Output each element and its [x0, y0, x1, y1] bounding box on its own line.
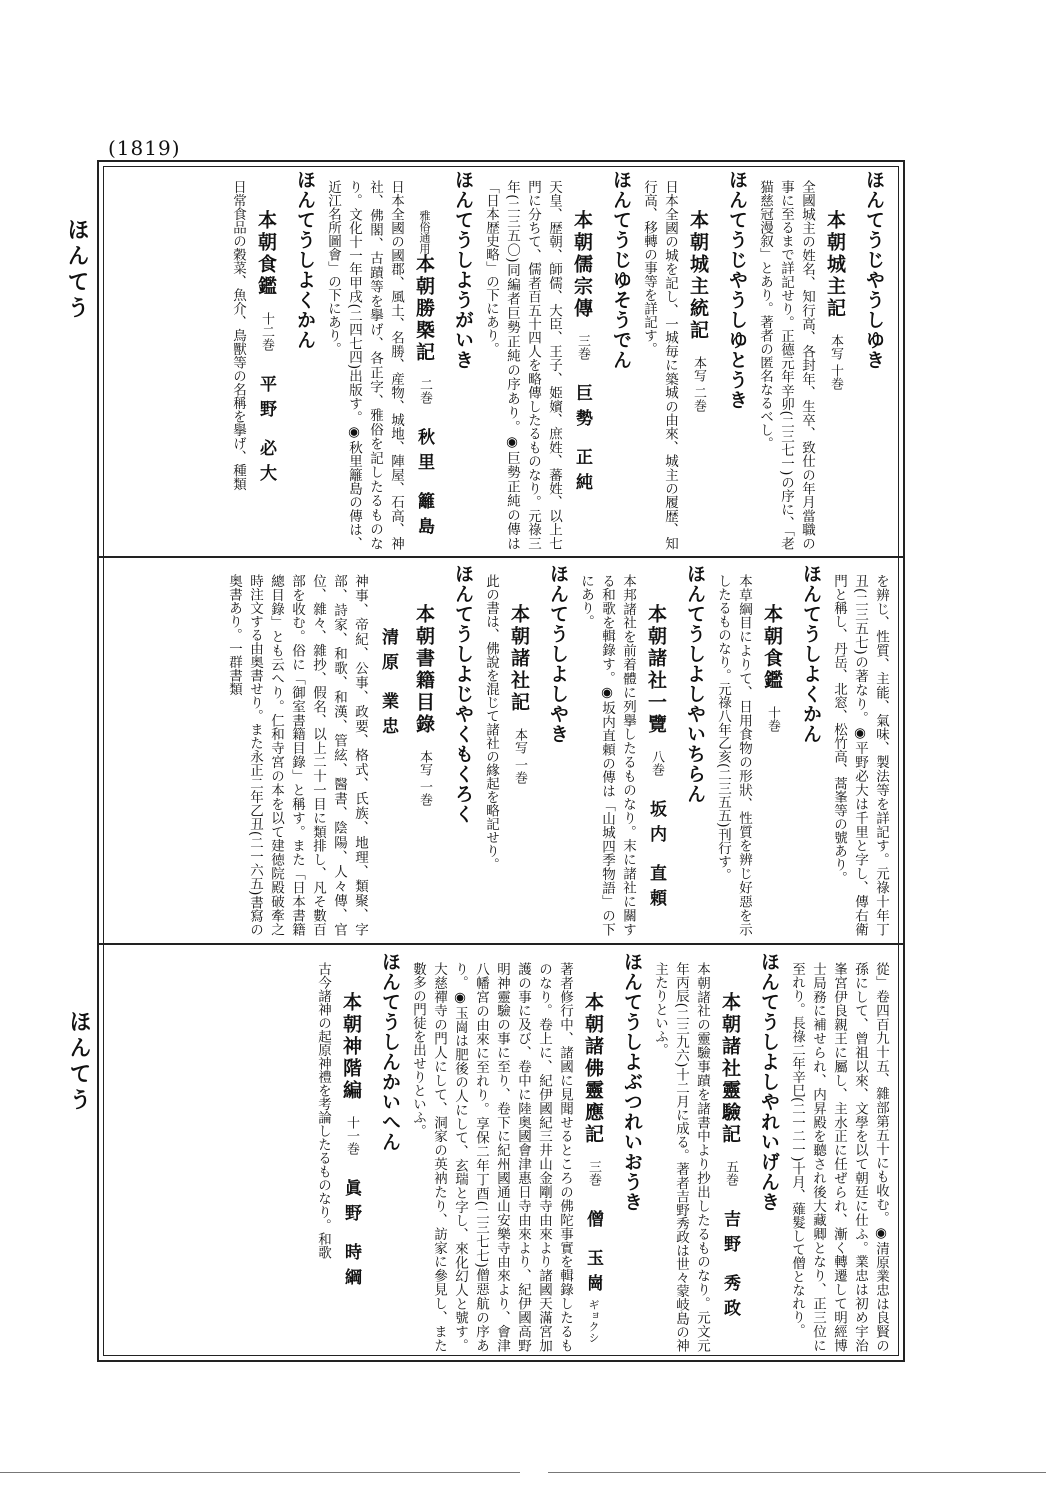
entry-body: 本朝諸社の靈驗事蹟を諸書中より抄出したるものなり。元文元年丙辰(二三九六)十二月に成る。著者吉野秀政は世々蒙岐島の神主たりといふ。 — [652, 962, 710, 1352]
entry-heading: ほんてうしよじやくもくろく — [452, 564, 474, 824]
title-line — [406, 170, 442, 550]
entry-heading: ほんてうじやうしゆき — [863, 170, 885, 370]
entry-body: 從」卷四百九十五、雜部第五十にも收む。◉清原業忠は良賢の孫にして、曾祖以來、文學を以て朝廷に仕ふ。業忠は初め宇治峯宮伊良親王に屬し、主水正に任ぜられ、漸く轉遷して明經博士局務に補せられ、内昇殿を聽され後大藏卿となり、正三位に至れり。長祿二年辛巳(二一二一)十月、薙髮して僧となれり。 — [789, 962, 889, 1352]
text-band-middle — [111, 564, 891, 936]
entry-body: 日常食品の穀菜、魚介、鳥獸等の名稱を擧げ、種類 — [230, 180, 246, 491]
volume-count: 十二巻 — [259, 312, 274, 351]
title-line — [680, 170, 716, 550]
book-title: 本朝城主記 — [824, 210, 846, 320]
entry-heading: ほんてうしよくかん — [294, 170, 316, 350]
dictionary-entry — [480, 170, 638, 550]
title-line — [564, 170, 600, 550]
entry-body: 全國城主の姓名、知行高、各封年、生卒、致仕の年月當職の事に至るまで詳記せり。正德元年辛卯(二三七一)の序に、「老猫慈冠漫叙」とあり。著者の匿名なるべし。 — [757, 180, 815, 550]
book-title: 本朝諸佛靈應記 — [582, 992, 604, 1146]
entry-heading: ほんてうしよくかん — [800, 564, 822, 744]
author-name: 巨勢 正純 — [572, 384, 592, 498]
dictionary-entry — [786, 952, 891, 1352]
entry-body: 日本全國の國郡、風土、名勝、産物、城地、陣屋、石高、神社、佛閣、古蹟等を擧げ、各正字、雅俗を記したるものなり。文化十一年甲戌(二四七四)出版す。◉秋里籬島の傳は、近江名所圖會」の下にあり。 — [325, 180, 404, 550]
entry-heading: ほんてうしよぶつれいおうき — [621, 952, 643, 1212]
title-line — [501, 564, 537, 936]
author-name: 僧 玉崗 — [583, 1210, 603, 1299]
margin-label-bottom: ほんてう — [66, 1010, 92, 1114]
author-name: 坂内 直頼 — [646, 800, 666, 914]
text-band-top — [111, 170, 891, 550]
book-title: 本朝食鑑 — [761, 604, 783, 692]
scan-rule — [548, 1472, 1046, 1473]
volume-count: 本写 十巻 — [828, 334, 843, 391]
band-divider — [99, 556, 903, 558]
band-divider — [99, 943, 903, 945]
author-name: 平野 必大 — [256, 375, 276, 489]
book-title: 本朝諸社靈驗記 — [719, 992, 741, 1146]
volume-count: 十一巻 — [344, 1116, 359, 1155]
entry-body: を辨じ、性質、主能、氣味、製法等を詳記す。元祿十年丁丑(二三五七)の著なり。◉平野必大は千里と字し、傳右衛門と稱し、丹岳、北窓、松竹高、蒿峯等の號あり。 — [831, 574, 889, 936]
author-ruby: ギョクシ — [587, 1298, 600, 1343]
entry-heading: ほんてうしよしやれいげんき — [758, 952, 780, 1212]
dictionary-entry — [754, 170, 891, 550]
volume-count: 五巻 — [723, 1160, 738, 1186]
entry-body: 日本全國の城を記し、一城毎に築城の由來、城主の履歴、知行高、移轉の事等を詳記す。 — [641, 180, 678, 550]
entry-body: 此の書は、佛說を混じて諸社の緣起を略記せり。 — [483, 574, 499, 871]
dictionary-entry — [480, 564, 575, 936]
entry-heading: ほんてうじやうしゆとうき — [726, 170, 748, 410]
title-line — [370, 564, 442, 936]
entry-body: 天皇、歴朝、師儒、大臣、王子、姫嬪、庶姓、蕃姓、以上七門に分ちて、儒者百五十四人を略傳したるものなり。元祿三年(二三五〇)同編者巨勢正純の序あり。◉巨勢正純の傳は「日本歴史略」の下にあり。 — [483, 180, 562, 550]
book-title: 本朝諸社記 — [508, 604, 530, 714]
entry-body: 本邦諸社を前着體に列擧したるものなり。末に諸社に關する和歌を輯錄す。◉坂内直頼の傳は「山城四季物語」の下にあり。 — [578, 574, 636, 936]
title-line — [638, 564, 674, 936]
book-title: 本朝食鑑 — [255, 210, 277, 298]
page-frame — [97, 160, 905, 1362]
entry-heading: ほんてうしよしやいちらん — [684, 564, 706, 804]
entry-heading: ほんてうしよしやき — [547, 564, 569, 744]
dictionary-entry — [649, 952, 786, 1352]
title-line — [575, 952, 611, 1352]
volume-count: 八巻 — [649, 750, 664, 776]
title-line — [712, 952, 748, 1352]
dictionary-entry — [712, 564, 828, 936]
book-title: 本朝城主統記 — [687, 210, 709, 342]
dictionary-entry — [322, 170, 480, 550]
entry-body: 著者修行中、諸國に見聞せるところの佛陀事實を輯錄したるものなり。卷上に、紀伊國紀三井山金剛寺由來より諸國天滿宮加護の事に及び、卷中に陸奥國會津惠日寺由來より、紀伊國高野明神靈驗の事に至り、卷下に紀州國通山安樂寺由來より、會津八幡宮の由來に至れり。享保二年丁酉(二三七七)僧惡航の序あり。◉玉崗は肥後の人にして、玄瑞と字し、來化幻人と號す。大慈禪寺の門人にして、洞家の英衲たり、訪家に參見し、また數多の門徒を出せりといふ。 — [410, 962, 573, 1352]
volume-count: 二巻 — [417, 378, 432, 404]
author-name: 清原 業忠 — [378, 628, 398, 742]
author-name: 眞野 時綱 — [341, 1179, 361, 1293]
dictionary-entry — [407, 952, 649, 1352]
entry-body: 古今諸神の起原神禮を考論したるものなり。和歌 — [315, 962, 331, 1259]
dictionary-entry — [575, 564, 712, 936]
title-alias: 雅俗通用 — [418, 210, 431, 254]
book-title: 本朝勝槩記 — [413, 254, 435, 364]
title-line — [817, 170, 853, 550]
page-number: (1819) — [108, 136, 181, 160]
title-line — [754, 564, 790, 936]
entry-heading: ほんてうしんかいへん — [379, 952, 401, 1152]
margin-label-top: ほんてう — [64, 218, 90, 322]
title-line — [333, 952, 369, 1352]
title-line — [248, 170, 284, 550]
volume-count: 三巻 — [575, 334, 590, 360]
volume-count: 本写 一巻 — [512, 728, 527, 785]
dictionary-entry — [828, 564, 891, 936]
dictionary-entry — [312, 952, 407, 1352]
book-title: 本朝諸社一覽 — [645, 604, 667, 736]
dictionary-entry — [223, 564, 480, 936]
author-name: 秋里 籬島 — [414, 428, 434, 542]
dictionary-entry — [638, 170, 754, 550]
book-title: 本朝書籍目錄 — [413, 604, 435, 736]
entry-body: 神事、帝紀、公事、政要、格式、氏族、地理、類聚、字部、詩家、和歌、和漢、管絃、醫書、陰陽、人々傳、官位、雜々、雜抄、假名、以上二十一目に類排し、凡そ數百部を收む。俗に「御室書籍目錄」と稱す。また「日本書籍總目錄」とも云へり。仁和寺宮の本を以て建徳院殿破牽之時注文する由奥書せり。また永正二年乙丑(二一六五)書寫の奥書あり。一群書類 — [226, 574, 368, 936]
volume-count: 本写 二巻 — [691, 356, 706, 413]
entry-heading: ほんてうじゆそうでん — [610, 170, 632, 370]
author-name: 吉野 秀政 — [720, 1210, 740, 1324]
book-title: 本朝儒宗傳 — [571, 210, 593, 320]
volume-count: 本写 一巻 — [417, 750, 432, 807]
entry-body: 本草綱目によりて、日用食物の形狀、性質を辨じ好惡を示したるものなり。元祿八年乙亥(二三五五)刊行す。 — [715, 574, 752, 936]
volume-count: 三巻 — [586, 1160, 601, 1186]
volume-count: 十巻 — [765, 706, 780, 732]
scan-rule — [0, 1472, 520, 1473]
entry-heading: ほんてうしようがいき — [452, 170, 474, 370]
book-title: 本朝神階編 — [340, 992, 362, 1102]
text-band-bottom — [111, 952, 891, 1352]
dictionary-entry — [227, 170, 322, 550]
